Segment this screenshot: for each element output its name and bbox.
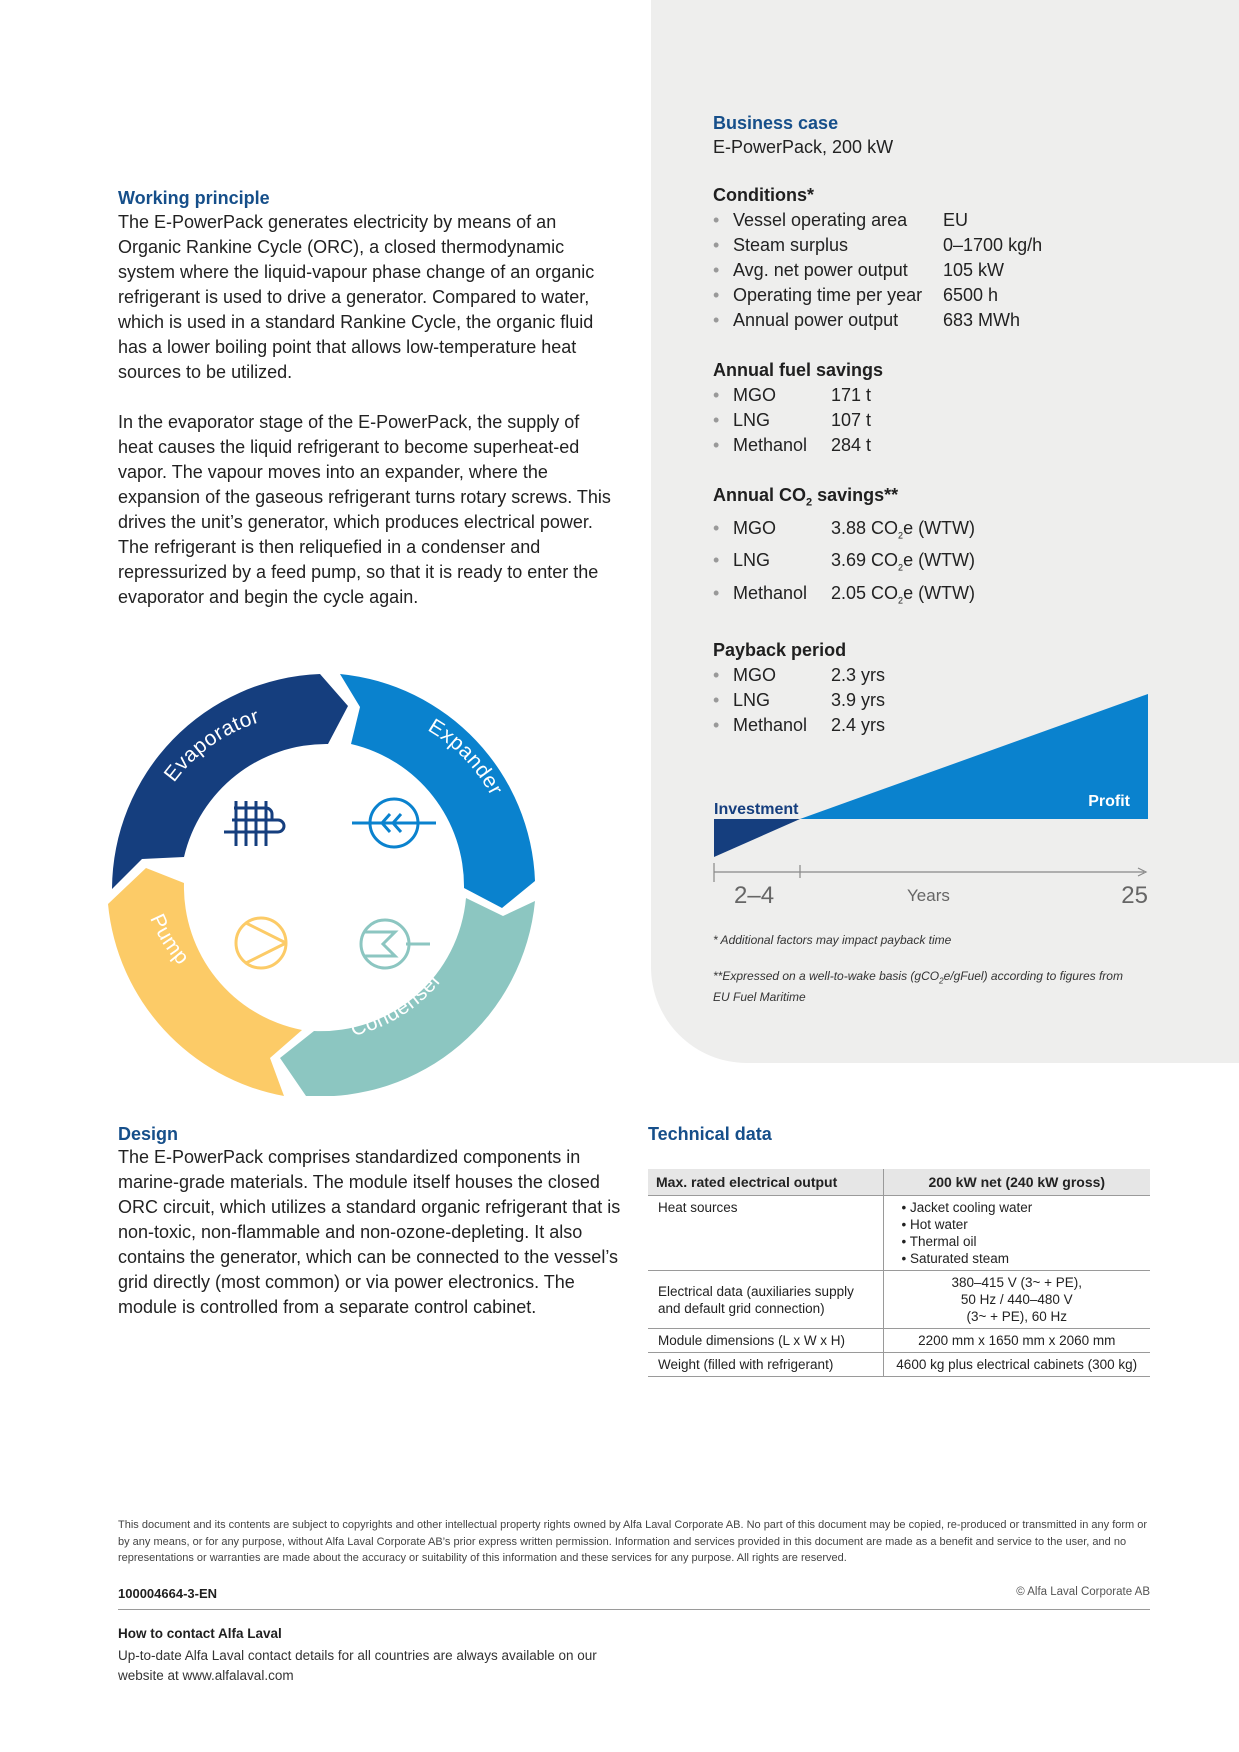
evaporator-label: Evaporator [159,704,263,787]
condenser-label: Condenser [348,968,447,1041]
business-case-subtitle: E-PowerPack, 200 kW [713,137,894,157]
fuel-savings-row: • LNG 107 t [713,410,872,430]
co2-savings-group [713,483,1183,613]
table-row: Electrical data (auxiliaries supply and default grid connection) 380–415 V (3~ + PE), 50 Hz / 440–480 V (3~ + PE), 60 Hz [648,1271,1150,1329]
investment-area [714,819,800,857]
payback-row: • LNG 3.9 yrs [713,690,886,711]
payback-row: • MGO 2.3 yrs [713,665,886,686]
profit-label: Profit [1088,793,1130,810]
working-principle-paragraph-2: In the evaporator stage of the E-PowerPack, the supply of heat causes the liquid refrigerant to become superheat-ed vapor. The vapour moves into an expander, where the expansion of the gaseous refrigerant turns rotary screws. This drives the unit’s generator, which produces electrical power. The refrigerant is then reliquefied in a condenser and repressurized by a feed pump, so that it is ready to enter the evaporator and begin the cycle again. [118,412,611,607]
pump-icon [236,918,286,968]
table-header-row [648,1169,1150,1196]
working-principle-heading: Working principle [118,188,270,208]
design-paragraph: The E-PowerPack comprises standardized components in marine-grade materials. The module itself houses the closed ORC circuit, which utilizes a standard organic refrigerant that is non-toxic, non-flammable and non-ozone-depleting. It also contains the generator, which can be connected to the vessel’s grid directly (most common) or via power electronics. The module is controlled from a separate control cabinet. [118,1147,621,1317]
co2-footnote: **Expressed on a well-to-wake basis (gCO$_2$e/gFuel) according to figures from EU Fuel Maritime [713,969,1123,1005]
orc-cycle-diagram [108,668,548,1096]
expander-label: Expander [424,714,508,800]
legal-disclaimer: This document and its contents are subject to copyrights and other intellectual property rights owned by Alfa Laval Corporate AB. No part of this document may be copied, re-produced or transmitted in any form or by any means, or for any purpose, without Alfa Laval Corporate AB’s prior express written permission. Information and services provided in this document are made as a benefit and service to the user, and no representations or warranties are made about the accuracy or suitability of this information and these services for any purpose. All rights are reserved. [118,1519,1148,1564]
condition-row: • Steam surplus 0–1700 kg/h [713,235,1043,255]
payback-chart [710,690,1160,915]
expander-segment [340,674,535,908]
business-case-section [713,113,1183,738]
co2-savings-row: • MGO 3.88 $CO_2e$ (WTW) [713,517,976,541]
investment-label: Investment [714,801,799,818]
table-row: Heat sources • Jacket cooling water • Hot water • Thermal oil • Saturated steam [648,1196,1150,1271]
heat-exchanger-icon [224,801,284,846]
fuel-savings-row: • Methanol 284 t [713,435,872,455]
years-axis [714,863,1146,882]
years-axis-label: Years [907,886,950,905]
co2-savings-row: • LNG 3.69 $CO_2e$ (WTW) [713,550,976,573]
contact-heading: How to contact Alfa Laval [118,1626,282,1641]
payback-heading: Payback period [713,640,847,661]
condenser-icon [361,920,430,968]
technical-data-table [648,1169,1150,1377]
table-header-value: 200 kW net (240 kW gross) [883,1169,1150,1196]
condition-row: • Operating time per year 6500 h [713,285,999,305]
copyright-notice: © Alfa Laval Corporate AB [1016,1586,1150,1598]
end-tick-label: 25 [1121,882,1148,909]
footer-divider [118,1609,1150,1610]
working-principle-section [118,188,618,610]
fuel-savings-row: • MGO 171 t [713,385,872,405]
condition-row: • Annual power output 683 MWh [713,310,1021,330]
working-principle-paragraph-1: The E-PowerPack generates electricity by means of an Organic Rankine Cycle (ORC), a closed thermodynamic system where the liquid-vapour phase change of an organic refrigerant is used to drive a generator. Compared to water, which is used in a standard Rankine Cycle, the organic fluid has a lower boiling point that allows low-temperature heat sources to be utilized. [118,212,595,382]
technical-data-section [648,1124,1150,1377]
payback-footnote: * Additional factors may impact payback time [713,933,952,947]
condition-row: • Avg. net power output 105 kW [713,260,1005,280]
table-header-label: Max. rated electrical output [648,1169,883,1196]
condition-row: • Vessel operating area EU [713,210,969,230]
design-heading: Design [118,1124,179,1144]
co2-savings-heading: Annual $CO_2$ savings** [713,485,899,509]
breakeven-tick-label: 2–4 [734,882,775,909]
expander-icon [352,799,436,847]
conditions-group [713,183,1183,333]
business-case-heading: Business case [713,113,839,133]
table-row: Weight (filled with refrigerant) 4600 kg plus electrical cabinets (300 kg) [648,1353,1150,1377]
conditions-heading: Conditions* [713,185,814,205]
fuel-savings-heading: Annual fuel savings [713,360,884,380]
fuel-savings-group [713,358,1183,458]
contact-section [118,1626,638,1686]
pump-segment [108,868,302,1096]
co2-savings-row: • Methanol 2.05 $CO_2e$ (WTW) [713,582,976,606]
contact-body: Up-to-date Alfa Laval contact details for all countries are always available on our website at www.alfalaval.com [118,1648,597,1683]
table-row: Module dimensions (L x W x H) 2200 mm x 1650 mm x 2060 mm [648,1329,1150,1353]
evaporator-segment [112,674,348,889]
design-section [118,1124,638,1320]
technical-data-heading: Technical data [648,1124,772,1144]
document-id: 100004664-3-EN [118,1586,218,1601]
pump-label: Pump [145,910,194,970]
payback-row: • Methanol 2.4 yrs [713,715,886,736]
